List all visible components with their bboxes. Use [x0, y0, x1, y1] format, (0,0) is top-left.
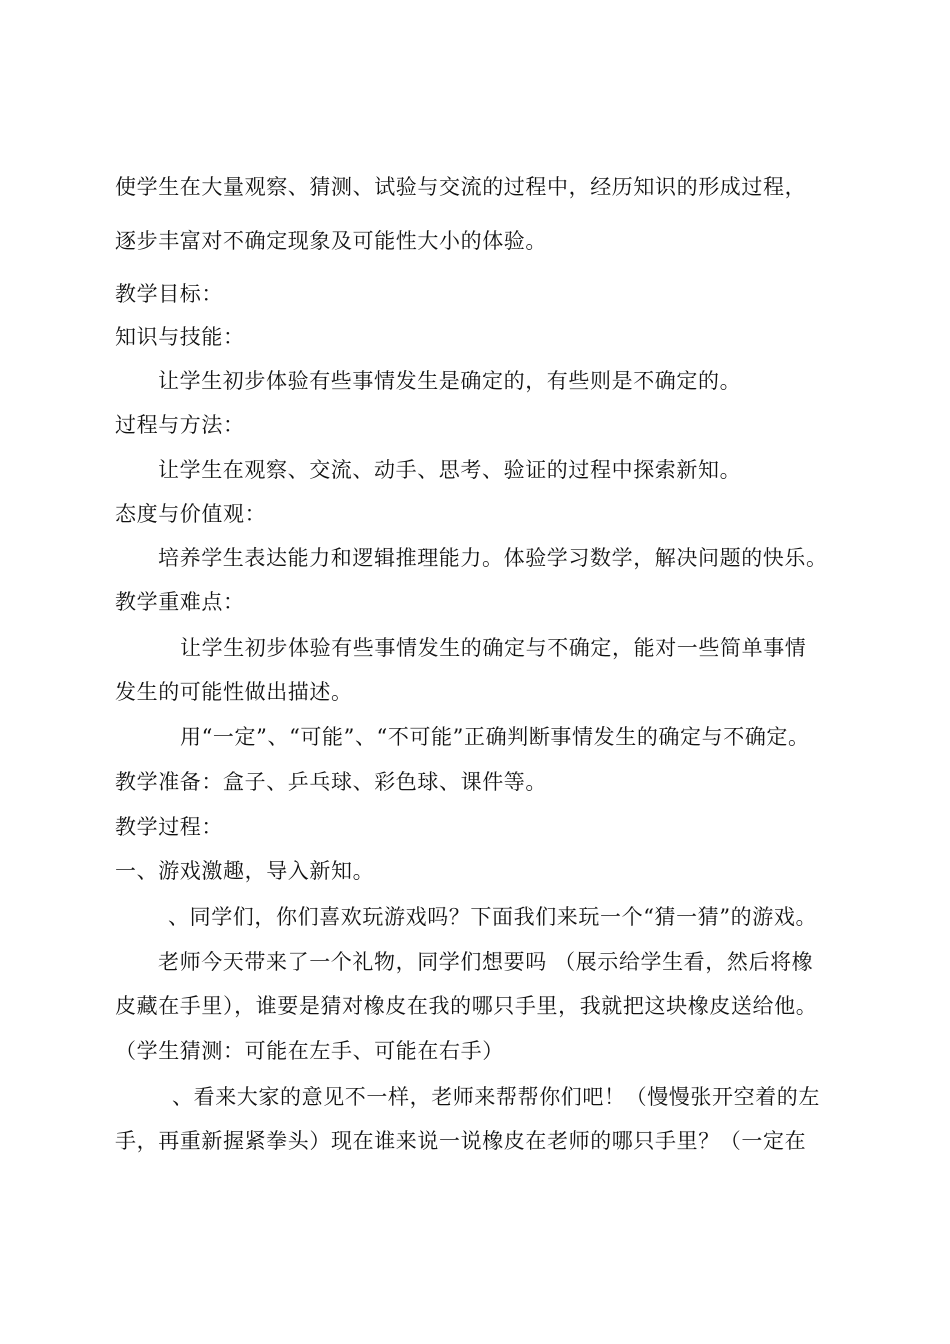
- paragraph-line: 老师今天带来了一个礼物，同学们想要吗 （展示给学生看，然后将橡: [158, 950, 814, 974]
- paragraph-line: 让学生初步体验有些事情发生的确定与不确定，能对一些简单事情: [180, 636, 807, 660]
- subsection-heading: 知识与技能：: [115, 325, 245, 349]
- paragraph-line: 手，再重新握紧拳头）现在谁来说一说橡皮在老师的哪只手里？（一定在: [115, 1129, 807, 1153]
- paragraph-line: 让学生在观察、交流、动手、思考、验证的过程中探索新知。: [158, 458, 742, 482]
- paragraph-line: 逐步丰富对不确定现象及可能性大小的体验。: [115, 229, 547, 253]
- paragraph-line: 让学生初步体验有些事情发生是确定的，有些则是不确定的。: [158, 369, 742, 393]
- paragraph-line: 使学生在大量观察、猜测、试验与交流的过程中，经历知识的形成过程，: [115, 175, 807, 199]
- paragraph-line: 用“一定”、“可能”、“不可能”正确判断事情发生的确定与不确定。: [180, 725, 810, 749]
- section-heading: 教学过程：: [115, 815, 223, 839]
- section-heading: 教学重难点：: [115, 590, 245, 614]
- subsection-heading: 态度与价值观：: [115, 502, 267, 526]
- section-heading: 教学目标：: [115, 282, 223, 306]
- paragraph-line: 、看来大家的意见不一样，老师来帮帮你们吧！（慢慢张开空着的左: [172, 1085, 820, 1109]
- section-heading: 一、游戏激趣，导入新知。: [115, 859, 375, 883]
- paragraph-line: 培养学生表达能力和逻辑推理能力。体验学习数学，解决问题的快乐。: [158, 546, 828, 570]
- paragraph-line: 皮藏在手里），谁要是猜对橡皮在我的哪只手里，我就把这块橡皮送给他。: [115, 994, 818, 1018]
- subsection-heading: 过程与方法：: [115, 413, 245, 437]
- paragraph-line: 教学准备：盒子、乒乓球、彩色球、课件等。: [115, 770, 547, 794]
- paragraph-line: （学生猜测：可能在左手、可能在右手）: [115, 1039, 504, 1063]
- paragraph-line: 发生的可能性做出描述。: [115, 680, 353, 704]
- paragraph-line: 、同学们，你们喜欢玩游戏吗？下面我们来玩一个“猜一猜”的游戏。: [168, 905, 818, 929]
